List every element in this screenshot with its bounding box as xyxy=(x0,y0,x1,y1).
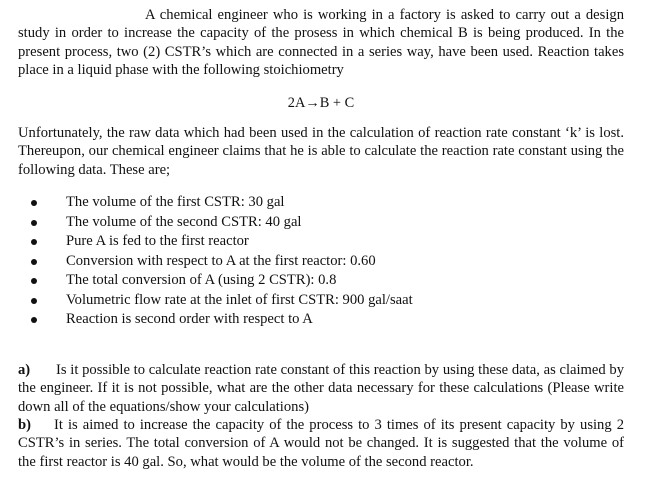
bullet-icon xyxy=(31,239,37,245)
bullet-icon xyxy=(31,259,37,265)
reaction-equation: 2A→B + C xyxy=(287,94,355,111)
question-b-label: b) xyxy=(18,416,31,433)
list-item: The volume of the second CSTR: 40 gal xyxy=(18,213,624,233)
questions-section xyxy=(18,361,624,471)
question-b xyxy=(18,416,624,471)
context-paragraph: Unfortunately, the raw data which had been used in the calculation of reaction rate constant ‘k’ is lost. Thereupon, our chemical engineer claims that he is able to calculate the reaction rate constant using the following data. These are; xyxy=(18,125,624,178)
bullet-icon xyxy=(31,278,37,284)
bullet-icon xyxy=(31,298,37,304)
question-a-label: a) xyxy=(18,361,31,378)
bullet-icon xyxy=(31,317,37,323)
list-item: The volume of the first CSTR: 30 gal xyxy=(18,193,624,213)
list-item: Conversion with respect to A at the first reactor: 0.60 xyxy=(18,252,624,272)
list-item: The total conversion of A (using 2 CSTR): 0.8 xyxy=(18,271,624,291)
bullet-icon xyxy=(31,220,37,226)
problem-document xyxy=(18,6,624,471)
given-data-list xyxy=(18,193,624,330)
list-item: Volumetric flow rate at the inlet of first CSTR: 900 gal/saat xyxy=(18,291,624,311)
list-item: Pure A is fed to the first reactor xyxy=(18,232,624,252)
intro-paragraph: A chemical engineer who is working in a factory is asked to carry out a design study in order to increase the capacity of the prosess in which chemical B is being produced. In the present process, two (2) CSTR’s which are connected in a series way, have been used. Reaction takes place in a liquid phase with the following stoichiometry xyxy=(18,7,624,79)
question-b-text: It is aimed to increase the capacity of the process to 3 times of its present capacity by using 2 CSTR’s in series. The total conversion of A would not be changed. It is suggested that the volume of the first reactor is 40 gal. So, what would be the volume of the second reactor. xyxy=(18,416,624,470)
question-a xyxy=(18,361,624,416)
bullet-icon xyxy=(31,200,37,206)
list-item: Reaction is second order with respect to A xyxy=(18,310,624,330)
question-a-text: Is it possible to calculate reaction rate constant of this reaction by using these data, as claimed by the engineer. If it is not possible, what are the other data necessary for these calculations (Please write down all of the equations/show your calculations) xyxy=(18,361,624,415)
